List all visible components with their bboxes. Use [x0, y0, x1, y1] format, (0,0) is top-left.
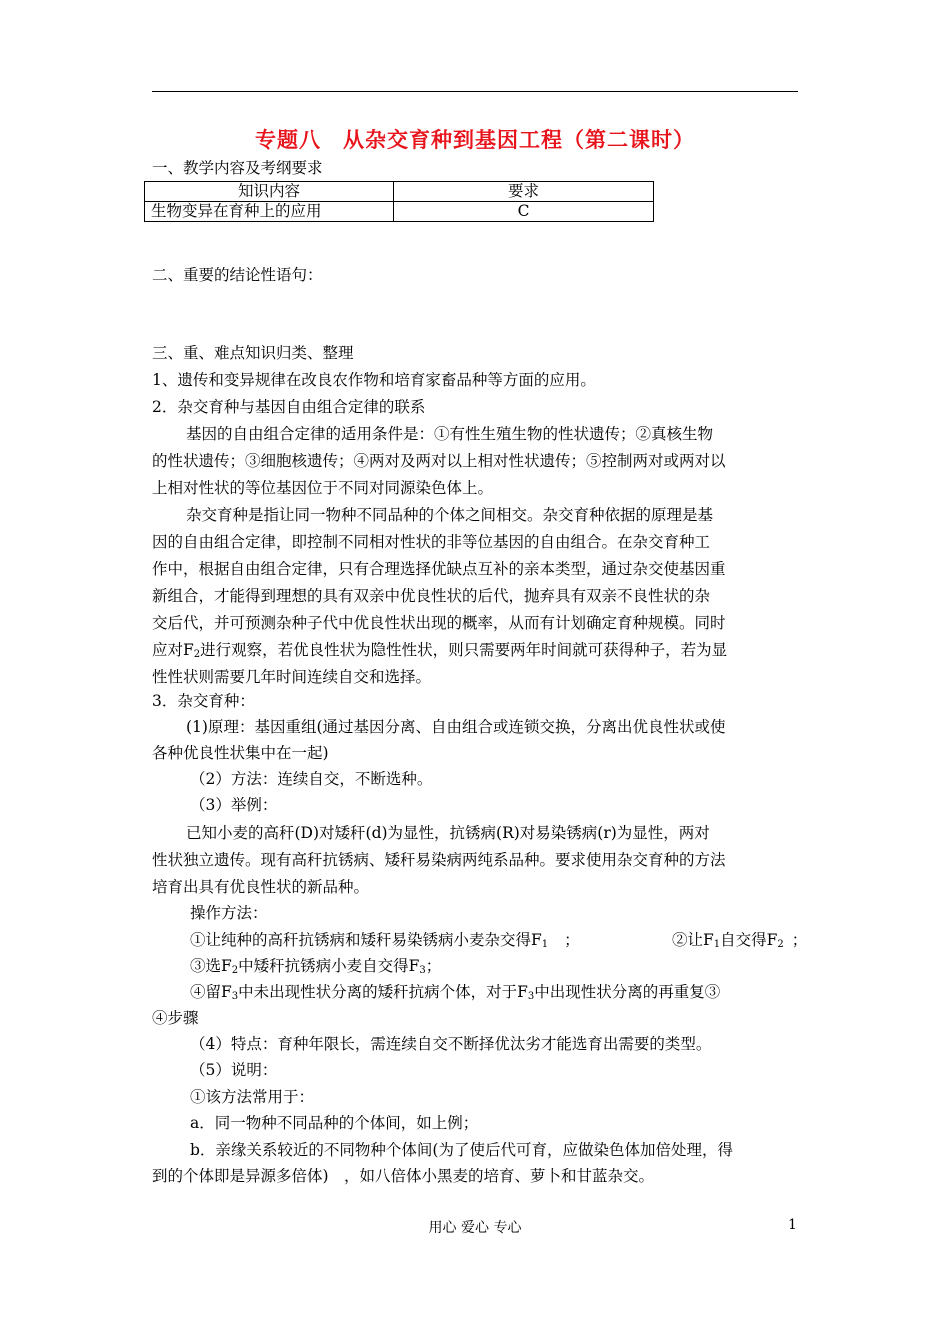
section-1-heading: 一、教学内容及考纲要求 — [152, 159, 323, 177]
example-line: 培育出具有优良性状的新品种。 — [152, 878, 370, 896]
note-line: 到的个体即是异源多倍体) ，如八倍体小黑麦的培育、萝卜和甘蓝杂交。 — [152, 1167, 655, 1185]
paragraph-line: 新组合，才能得到理想的具有双亲中优良性状的后代，抛弃具有双亲不良性状的杂 — [152, 587, 711, 605]
item-3: 3．杂交育种： — [152, 692, 255, 710]
item-1: 1、遗传和变异规律在改良农作物和培育家畜品种等方面的应用。 — [152, 371, 596, 389]
page-footer: 用心 爱心 专心 — [428, 1220, 522, 1236]
text-span: 自交得F — [720, 931, 778, 949]
principle-line: 各种优良性状集中在一起) — [152, 744, 329, 762]
paragraph-line: 的性状遗传；③细胞核遗传；④两对及两对以上相对性状遗传；⑤控制两对或两对以 — [152, 452, 726, 470]
subscript: 1 — [713, 939, 721, 950]
operation-step-4 — [190, 982, 840, 1002]
table-cell: 生物变异在育种上的应用 — [145, 202, 394, 222]
text-span: ②让F — [672, 931, 714, 949]
operation-step-4-end: ④步骤 — [152, 1009, 199, 1027]
note-line: a．同一物种不同品种的个体间，如上例； — [190, 1114, 479, 1132]
table-header-cell: 知识内容 — [145, 182, 394, 202]
subscript: 2 — [777, 939, 784, 950]
section-2-heading: 二、重要的结论性语句： — [152, 266, 323, 284]
table-header-row — [145, 182, 654, 202]
subscript: 2 — [193, 649, 201, 660]
paragraph-line: 杂交育种是指让同一物种不同品种的个体之间相交。杂交育种依据的原理是基 — [186, 506, 714, 524]
document-title: 专题八 从杂交育种到基因工程（第二课时） — [255, 128, 695, 152]
paragraph-line: 作中，根据自由组合定律，只有合理选择优缺点互补的亲本类型，通过杂交使基因重 — [152, 560, 726, 578]
feature-line: （4）特点：育种年限长，需连续自交不断择优汰劣才能选育出需要的类型。 — [190, 1035, 712, 1053]
header-rule — [152, 91, 798, 92]
table-header-cell: 要求 — [394, 182, 654, 202]
paragraph-line: 上相对性状的等位基因位于不同对同源染色体上。 — [152, 479, 494, 497]
text-span: 中未出现性状分离的矮秆抗病个体，对于F — [238, 983, 528, 1001]
section-3-heading: 三、重、难点知识归类、整理 — [152, 344, 354, 362]
operation-step-3 — [190, 956, 840, 976]
table-row — [145, 202, 654, 222]
principle-line: (1)原理：基因重组(通过基因分离、自由组合或连锁交换，分离出优良性状或使 — [186, 718, 726, 736]
example-line: 性状独立遗传。现有高秆抗锈病、矮秆易染病两纯系品种。要求使用杂交育种的方法 — [152, 851, 726, 869]
paragraph-line: 因的自由组合定律，即控制不同相对性状的非等位基因的自由组合。在杂交育种工 — [152, 533, 711, 551]
operation-heading: 操作方法： — [190, 904, 268, 922]
paragraph-line — [152, 640, 802, 660]
note-line: b．亲缘关系较近的不同物种个体间(为了使后代可育，应做染色体加倍处理，得 — [190, 1141, 733, 1159]
text-span: ①让纯种的高秆抗锈病和矮秆易染锈病小麦杂交得F — [190, 931, 542, 949]
text-span: 应对F — [152, 641, 194, 659]
method-line: （2）方法：连续自交，不断选种。 — [190, 770, 433, 788]
table-cell: C — [394, 202, 654, 222]
text-span: ； — [564, 931, 580, 949]
text-span: ④留F — [190, 983, 232, 1001]
text-span: ③选F — [190, 957, 232, 975]
example-heading: （3）举例： — [190, 796, 278, 814]
note-heading: （5）说明： — [190, 1061, 278, 1079]
paragraph-line: 基因的自由组合定律的适用条件是：①有性生殖生物的性状遗传；②真核生物 — [186, 425, 714, 443]
subscript: 3 — [527, 991, 535, 1002]
text-span: ； — [425, 957, 442, 975]
subscript: 2 — [231, 965, 239, 976]
text-span: 进行观察，若优良性状为隐性性状，则只需要两年时间就可获得种子，若为显 — [200, 641, 728, 659]
item-2: 2．杂交育种与基因自由组合定律的联系 — [152, 398, 426, 416]
subscript: 3 — [419, 965, 426, 976]
paragraph-line: 性性状则需要几年时间连续自交和选择。 — [152, 668, 432, 686]
text-span: 中矮秆抗锈病小麦自交得F — [238, 957, 420, 975]
text-span: ； — [791, 931, 808, 949]
subscript: 1 — [541, 939, 549, 950]
requirements-table — [144, 181, 654, 222]
note-line: ①该方法常用于： — [190, 1088, 315, 1106]
page-number: 1 — [788, 1217, 797, 1233]
subscript: 3 — [231, 991, 239, 1002]
example-line: 已知小麦的高秆(D)对矮秆(d)为显性，抗锈病(R)对易染锈病(r)为显性，两对 — [186, 824, 710, 842]
operation-step-2 — [672, 930, 808, 950]
text-span: 中出现性状分离的再重复③ — [534, 983, 721, 1001]
paragraph-line: 交后代，并可预测杂种子代中优良性状出现的概率，从而有计划确定育种规模。同时 — [152, 614, 726, 632]
